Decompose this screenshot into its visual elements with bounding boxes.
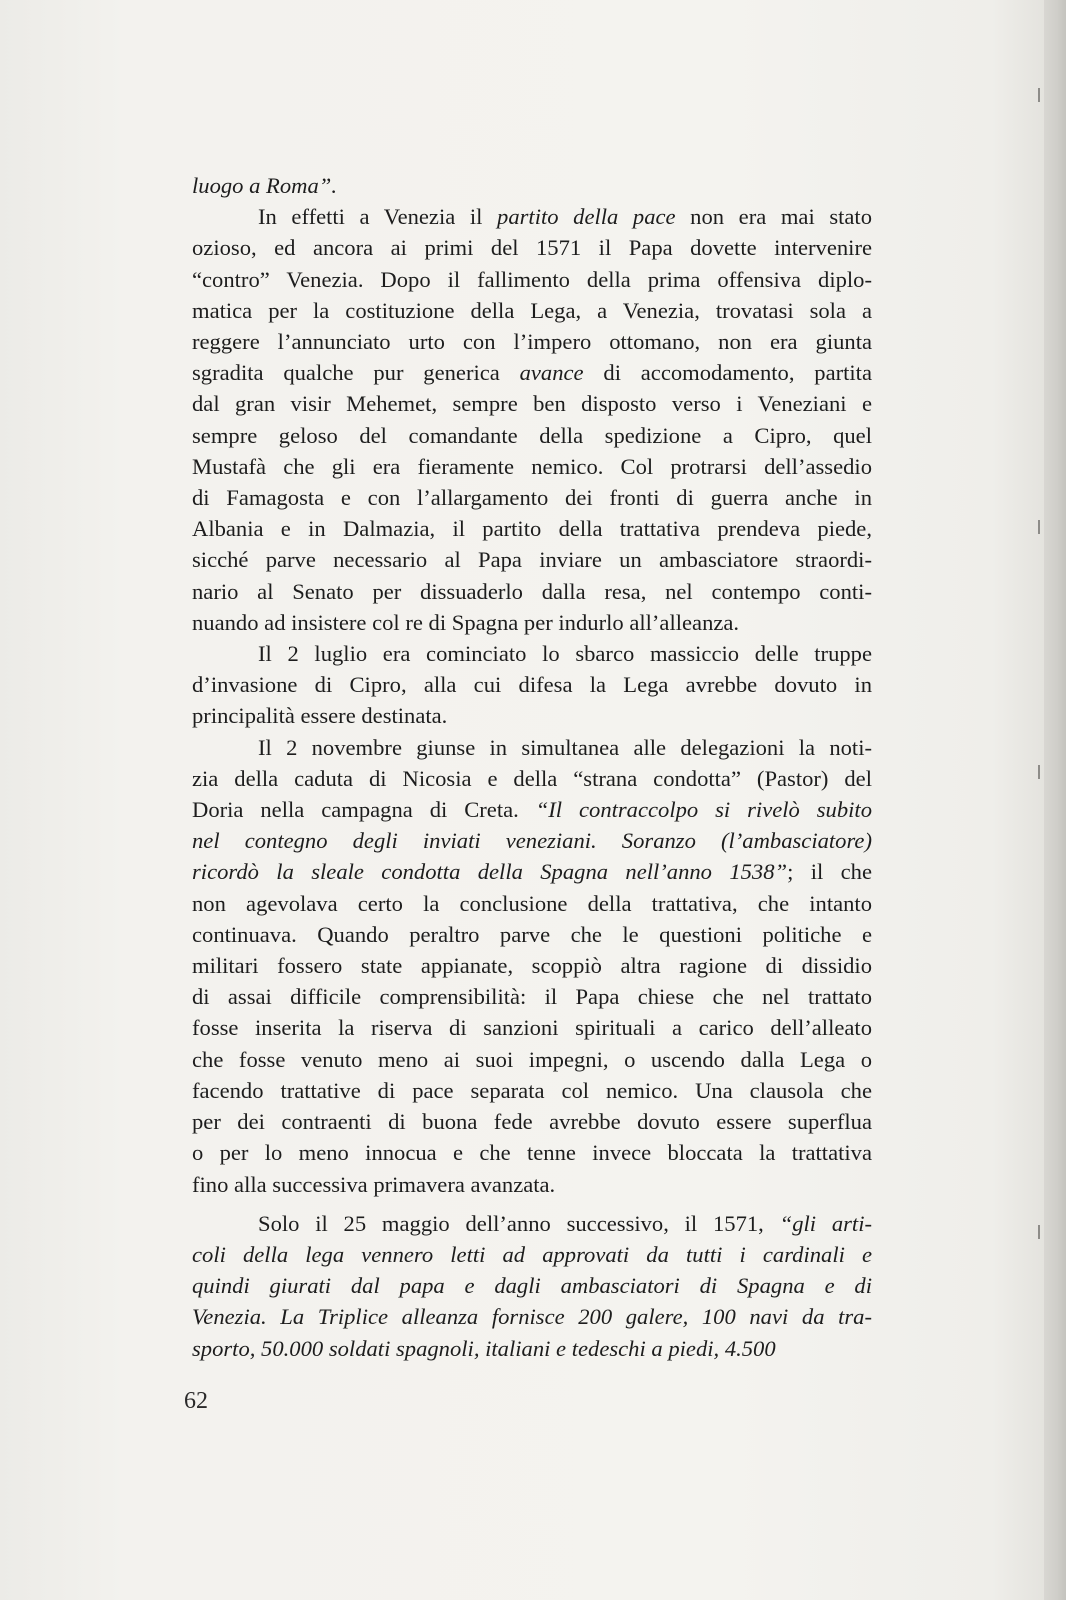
text-line [192, 1044, 872, 1075]
text-run: principalità essere destinata. [192, 703, 448, 729]
paragraph [192, 201, 872, 638]
text-run: militari fossero state appianate, scoppiò altra ragione di dissidio [192, 953, 872, 979]
text-line [192, 1012, 872, 1043]
text-line [192, 669, 872, 700]
text-line [192, 544, 872, 575]
text-run: Albania e in Dalmazia, il partito della trattativa prendeva piede, [192, 516, 872, 542]
text-run: sicché parve necessario al Papa inviare un ambasciatore straordi- [192, 547, 872, 573]
body-text [192, 170, 872, 1364]
italic-run: quindi giurati dal papa e dagli ambasciatori di Spagna e di [192, 1273, 872, 1299]
text-line [192, 1169, 872, 1200]
text-run: fosse inserita la riserva di sanzioni spirituali a carico dell’alleato [192, 1015, 872, 1041]
paragraph [192, 638, 872, 732]
text-run: reggere l’annunciato urto con l’impero ottomano, non era giunta [192, 329, 872, 355]
text-line [192, 856, 872, 887]
text-line [192, 201, 872, 232]
text-line [192, 794, 872, 825]
text-line [192, 1270, 872, 1301]
text-line [192, 981, 872, 1012]
text-run: facendo trattative di pace separata col nemico. Una clausola che [192, 1077, 872, 1103]
italic-run: “Il contraccolpo si rivelò subito [535, 797, 872, 823]
text-line [192, 1239, 872, 1270]
text-run: sempre geloso del comandante della spedizione a Cipro, quel [192, 422, 872, 448]
text-run: Il 2 novembre giunse in simultanea alle delegazioni la noti- [258, 734, 872, 760]
text-run: di Famagosta e con l’allargamento dei fronti di guerra anche in [192, 485, 872, 511]
text-run: zia della caduta di Nicosia e della “strana condotta” (Pastor) del [192, 765, 872, 791]
text-line [192, 1301, 872, 1332]
text-run: non era mai stato [675, 204, 873, 230]
page-number: 62 [184, 1388, 208, 1414]
text-line [192, 357, 872, 388]
text-line [192, 326, 872, 357]
italic-run: avance [519, 360, 584, 386]
text-run: o per lo meno innocua e che tenne invece bloccata la trattativa [192, 1140, 872, 1166]
paragraph-gap [192, 1200, 872, 1208]
text-line [192, 388, 872, 419]
paragraph [192, 1208, 872, 1364]
paragraph [192, 732, 872, 1200]
text-line [192, 700, 872, 731]
text-line [192, 1137, 872, 1168]
italic-run: Venezia. La Triplice alleanza fornisce 200 galere, 100 navi da tra- [192, 1304, 872, 1330]
text-run: ozioso, ed ancora ai primi del 1571 il Papa dovette intervenire [192, 235, 872, 261]
text-run: che fosse venuto meno ai suoi impegni, o uscendo dalla Lega o [192, 1046, 872, 1072]
text-line [192, 451, 872, 482]
italic-run: coli della lega vennero letti ad approvati da tutti i cardinali e [192, 1241, 872, 1267]
text-line [192, 950, 872, 981]
edge-mark [1038, 520, 1040, 534]
text-run: matica per la costituzione della Lega, a Venezia, trovatasi sola a [192, 297, 872, 323]
text-run: Mustafà che gli era fieramente nemico. Col protrarsi dell’assedio [192, 453, 872, 479]
text-run: d’invasione di Cipro, alla cui difesa la Lega avrebbe dovuto in [192, 672, 872, 698]
text-line [192, 170, 872, 201]
text-line [192, 638, 872, 669]
italic-run: nel contegno degli inviati veneziani. Soranzo (l’ambasciatore) [192, 828, 872, 854]
text-line [192, 232, 872, 263]
text-run: per dei contraenti di buona fede avrebbe dovuto essere superflua [192, 1109, 872, 1135]
italic-run: luogo a Roma”. [192, 173, 337, 198]
text-line [192, 732, 872, 763]
text-line [192, 482, 872, 513]
text-line [192, 763, 872, 794]
text-run: Solo il 25 maggio dell’anno successivo, il 1571, [258, 1210, 780, 1236]
text-run: di assai difficile comprensibilità: il Papa chiese che nel trattato [192, 984, 872, 1010]
text-run: “contro” Venezia. Dopo il fallimento della prima offensiva diplo- [192, 266, 872, 292]
paragraph [192, 170, 872, 201]
text-run: non agevolava certo la conclusione della trattativa, che intanto [192, 890, 872, 916]
text-line [192, 919, 872, 950]
text-line [192, 1333, 872, 1364]
text-line [192, 825, 872, 856]
italic-run: partito della pace [497, 204, 676, 230]
text-run: continuava. Quando peraltro parve che le questioni politiche e [192, 921, 872, 947]
text-run: In effetti a Venezia il [258, 204, 498, 230]
italic-run: ricordò la sleale condotta della Spagna nell’anno 1538” [192, 859, 788, 885]
text-line [192, 420, 872, 451]
text-run: Doria nella campagna di Creta. [192, 797, 536, 823]
text-line [192, 1075, 872, 1106]
text-line [192, 513, 872, 544]
text-run: dal gran visir Mehemet, sempre ben disposto verso i Veneziani e [192, 391, 872, 417]
text-line [192, 295, 872, 326]
edge-mark [1038, 1225, 1040, 1239]
edge-mark [1038, 88, 1040, 102]
text-run: ; il che [787, 859, 873, 885]
text-line [192, 264, 872, 295]
italic-run: “gli arti- [779, 1210, 872, 1236]
text-line [192, 1208, 872, 1239]
italic-run: sporto, 50.000 soldati spagnoli, italiani e tedeschi a piedi, 4.500 [192, 1335, 776, 1361]
text-run: di accomodamento, partita [583, 360, 872, 386]
page-edge [1044, 0, 1066, 1600]
text-line [192, 607, 872, 638]
text-line [192, 576, 872, 607]
text-run: nuando ad insistere col re di Spagna per indurlo all’alleanza. [192, 609, 740, 635]
text-line [192, 1106, 872, 1137]
edge-mark [1038, 765, 1040, 779]
text-run: nario al Senato per dissuaderlo dalla resa, nel contempo conti- [192, 578, 872, 604]
text-run: sgradita qualche pur generica [192, 360, 520, 386]
text-run: fino alla successiva primavera avanzata. [192, 1171, 556, 1197]
text-line [192, 888, 872, 919]
text-run: Il 2 luglio era cominciato lo sbarco massiccio delle truppe [258, 641, 872, 667]
